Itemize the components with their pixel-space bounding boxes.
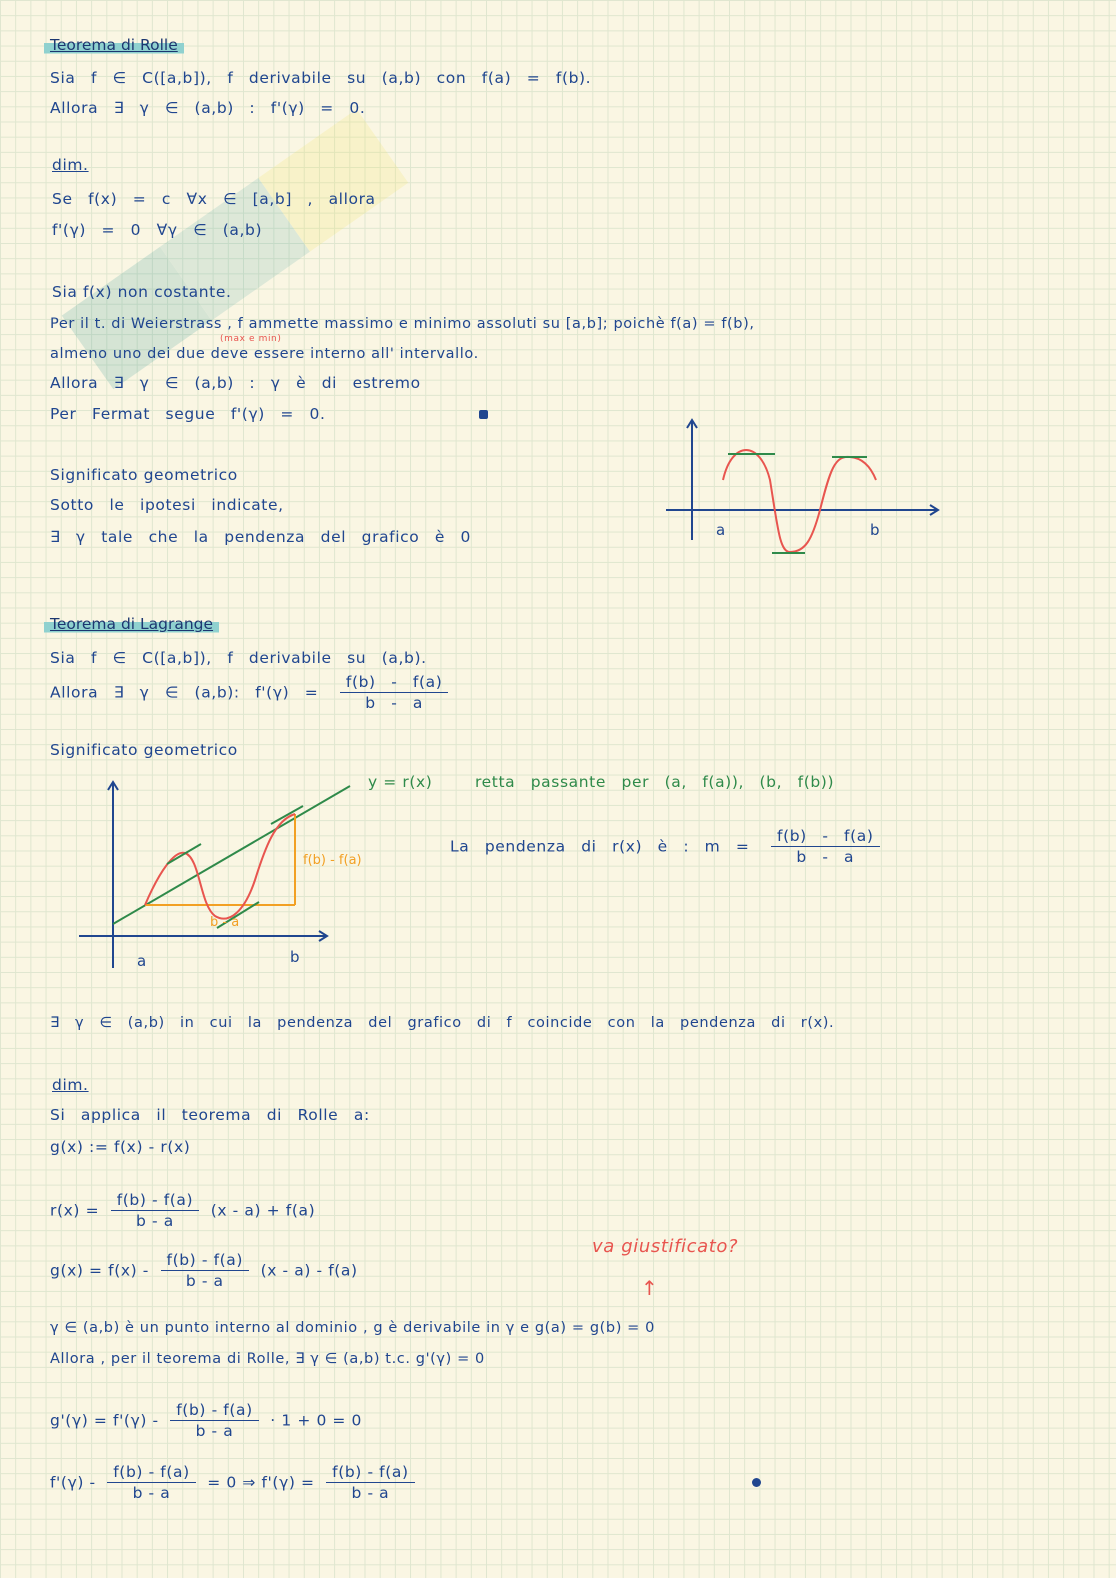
lagrange-equation-2	[50, 1462, 421, 1503]
r-def-den: b - a	[136, 1212, 174, 1230]
lagrange-equation-1	[50, 1400, 362, 1441]
rolle-proof-line-4: Allora ∃ γ ∈ (a,b) : γ è di estremo	[50, 374, 421, 392]
lagrange-vert-label: f(b) - f(a)	[303, 853, 362, 868]
rolle-statement-2: Allora ∃ γ ∈ (a,b) : f'(γ) = 0.	[50, 99, 366, 117]
end-of-proof-mark	[479, 410, 488, 419]
lagrange-dim-line-3: γ ∈ (a,b) è un punto interno al dominio , g è derivabile in γ e g(a) = g(b) = 0	[50, 1320, 655, 1336]
rolle-proof-line-1: Sia f(x) non costante.	[52, 283, 232, 301]
g-def-suffix: (x - a) - f(a)	[260, 1261, 358, 1280]
r-def-prefix: r(x) =	[50, 1201, 100, 1220]
rolle-graph	[660, 410, 950, 560]
eq2-mid: = 0 ⇒ f'(γ) =	[207, 1473, 315, 1492]
lagrange-slope-den: b - a	[796, 848, 855, 866]
lagrange-graph	[75, 770, 375, 980]
lagrange-statement-fraction	[340, 672, 449, 713]
rolle-dim-line-1: Se f(x) = c ∀x ∈ [a,b] , allora	[52, 190, 376, 208]
lagrange-dim-line-4: Allora , per il teorema di Rolle, ∃ γ ∈ (a,b) t.c. g'(γ) = 0	[50, 1351, 485, 1367]
lagrange-line-desc: retta passante per (a, f(a)), (b, f(b))	[475, 773, 835, 791]
rolle-curve	[723, 450, 876, 552]
lagrange-dim-line-2: g(x) := f(x) - r(x)	[50, 1138, 191, 1156]
rolle-statement-1: Sia f ∈ C([a,b]), f derivabile su (a,b) con f(a) = f(b).	[50, 69, 592, 87]
r-def-suffix: (x - a) + f(a)	[210, 1201, 316, 1220]
r-def-num: f(b) - f(a)	[111, 1190, 200, 1211]
lagrange-geo-title: Significato geometrico	[50, 741, 238, 759]
eq2-fraction-1	[107, 1462, 196, 1503]
lagrange-horiz-label: b - a	[210, 915, 240, 930]
eq1-den: b - a	[195, 1422, 234, 1440]
g-def-fraction	[161, 1250, 250, 1291]
eq2-num-2: f(b) - f(a)	[326, 1462, 415, 1483]
lagrange-label-a: a	[137, 952, 147, 970]
lagrange-label-b: b	[290, 948, 300, 966]
eq1-suffix: · 1 + 0 = 0	[270, 1411, 363, 1430]
lagrange-statement-num: f(b) - f(a)	[340, 672, 449, 693]
rolle-proof-line-3: almeno uno dei due deve essere interno all' intervallo.	[50, 346, 479, 362]
g-def-num: f(b) - f(a)	[161, 1250, 250, 1271]
r-def-fraction	[111, 1190, 200, 1231]
lagrange-dim-line-1: Si applica il teorema di Rolle a:	[50, 1106, 370, 1124]
rolle-proof-line-5: Per Fermat segue f'(γ) = 0.	[50, 405, 326, 423]
rolle-geo-line-1: Sotto le ipotesi indicate,	[50, 496, 284, 514]
eq1-num: f(b) - f(a)	[170, 1400, 259, 1421]
rolle-proof-line-2: Per il t. di Weierstrass , f ammette massimo e minimo assoluti su [a,b]; poichè f(a) = f(b),	[50, 316, 755, 332]
eq2-den-2: b - a	[351, 1484, 390, 1502]
lagrange-tangent-3	[271, 806, 303, 824]
note-va-giustificato: va giustificato?	[592, 1236, 739, 1257]
lagrange-r-definition	[50, 1190, 315, 1231]
lagrange-slope	[450, 826, 886, 867]
lagrange-statement-1: Sia f ∈ C([a,b]), f derivabile su (a,b).	[50, 649, 427, 667]
lagrange-dim-label: dim.	[52, 1076, 89, 1094]
lagrange-slope-fraction	[771, 826, 880, 867]
lagrange-statement-2	[50, 672, 454, 713]
lagrange-statement-2-prefix: Allora ∃ γ ∈ (a,b): f'(γ) =	[50, 683, 319, 702]
eq1-fraction	[170, 1400, 259, 1441]
rolle-dim-label: dim.	[52, 156, 89, 174]
lagrange-tangent-1	[167, 844, 201, 864]
lagrange-line-label: y = r(x)	[368, 773, 433, 791]
lagrange-title: Teorema di Lagrange	[44, 614, 219, 634]
g-def-den: b - a	[185, 1272, 224, 1290]
end-of-proof-mark-2	[752, 1478, 761, 1487]
eq2-fraction-2	[326, 1462, 415, 1503]
eq1-prefix: g'(γ) = f'(γ) -	[50, 1411, 159, 1430]
rolle-dim-line-2: f'(γ) = 0 ∀γ ∈ (a,b)	[52, 221, 263, 239]
rolle-proof-note: (max e min)	[220, 334, 282, 344]
lagrange-slope-text: La pendenza di r(x) è : m =	[450, 837, 750, 856]
rolle-geo-line-2: ∃ γ tale che la pendenza del grafico è 0	[50, 528, 472, 546]
eq2-den-1: b - a	[132, 1484, 171, 1502]
lagrange-statement-den: b - a	[365, 694, 424, 712]
eq2-prefix: f'(γ) -	[50, 1473, 96, 1492]
lagrange-slope-num: f(b) - f(a)	[771, 826, 880, 847]
rolle-title: Teorema di Rolle	[44, 35, 184, 55]
lagrange-conclusion: ∃ γ ∈ (a,b) in cui la pendenza del grafico di f coincide con la pendenza di r(x).	[50, 1015, 835, 1031]
rolle-geo-title: Significato geometrico	[50, 466, 238, 484]
rolle-label-a: a	[716, 521, 726, 539]
lagrange-g-definition	[50, 1250, 358, 1291]
g-def-prefix: g(x) = f(x) -	[50, 1261, 149, 1280]
lagrange-curve	[145, 814, 295, 919]
eq2-num-1: f(b) - f(a)	[107, 1462, 196, 1483]
note-arrow: ↑	[641, 1276, 659, 1300]
rolle-label-b: b	[870, 521, 880, 539]
